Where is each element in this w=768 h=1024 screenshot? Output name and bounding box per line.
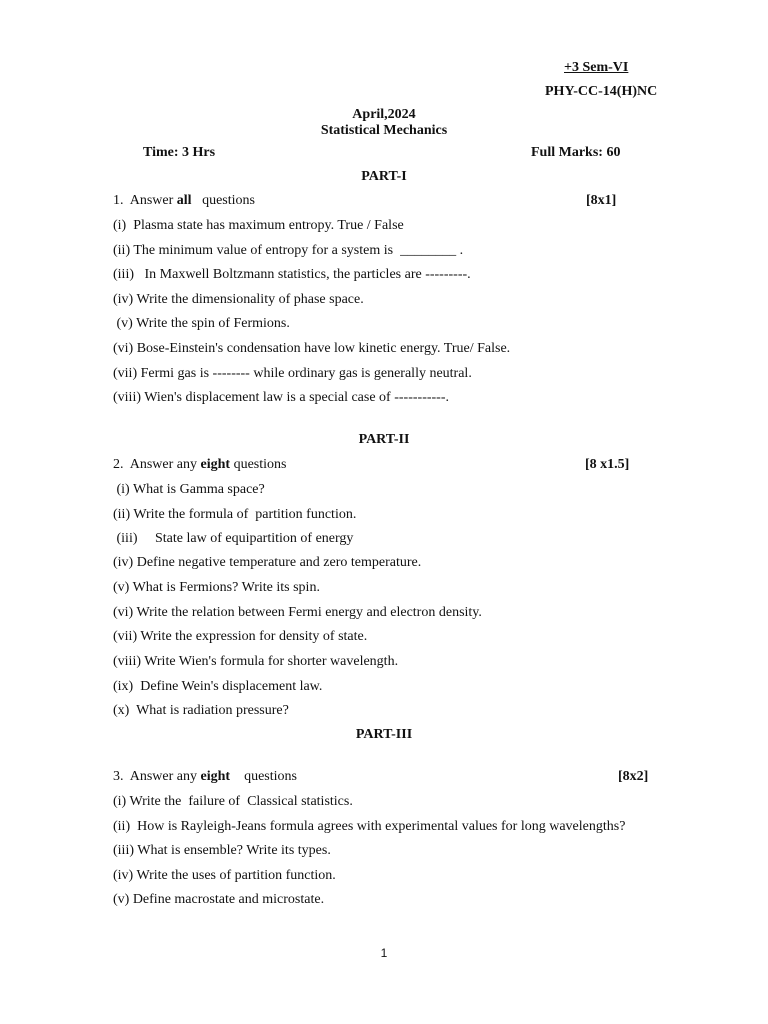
part3-title: PART-III (355, 727, 413, 742)
part2-question: (i) What is Gamma space? (113, 482, 265, 497)
part2-question: (x) What is radiation pressure? (113, 703, 289, 718)
part2-question: (iv) Define negative temperature and zero temperature. (113, 555, 422, 570)
part1-marks: [8x1] (586, 193, 617, 208)
part3-question: (ii) How is Rayleigh-Jeans formula agrees with experimental values for long wavelengths? (113, 819, 626, 834)
part1-title: PART-I (361, 169, 407, 184)
part2-instruction (113, 456, 286, 474)
part1-question: (iv) Write the dimensionality of phase space. (113, 292, 364, 307)
part3-question: (v) Define macrostate and microstate. (113, 892, 325, 907)
part1-instruction-bold: all (176, 193, 192, 208)
part1-instruction (113, 192, 255, 210)
part1-question: (iii) In Maxwell Boltzmann statistics, the particles are ---------. (113, 267, 471, 282)
part2-question: (iii) State law of equipartition of energy (113, 531, 354, 546)
part1-instruction-pre: 1. Answer (113, 193, 177, 208)
full-marks: Full Marks: 60 (531, 145, 621, 160)
part2-instruction-post: questions (230, 457, 287, 472)
part1-question: (viii) Wien's displacement law is a special case of -----------. (113, 390, 449, 405)
part2-question: (ii) Write the formula of partition function. (113, 507, 357, 522)
time-allowed: Time: 3 Hrs (143, 145, 216, 160)
part3-instruction-post: questions (230, 769, 297, 784)
part2-question: (vii) Write the expression for density of state. (113, 629, 368, 644)
part3-question: (i) Write the failure of Classical statistics. (113, 794, 353, 809)
part2-question: (v) What is Fermions? Write its spin. (113, 580, 320, 595)
part3-instruction-pre: 3. Answer any (113, 769, 201, 784)
part2-question: (viii) Write Wien's formula for shorter wavelength. (113, 654, 399, 669)
part1-instruction-post: questions (191, 193, 255, 208)
part2-marks: [8 x1.5] (585, 457, 630, 472)
part3-instruction-bold: eight (200, 769, 231, 784)
part3-marks: [8x2] (618, 769, 649, 784)
semester-label: +3 Sem-VI (564, 60, 629, 75)
part3-instruction (113, 768, 297, 786)
part2-title: PART-II (358, 432, 410, 447)
part2-instruction-pre: 2. Answer any (113, 457, 201, 472)
part1-question: (ii) The minimum value of entropy for a system is ________ . (113, 243, 464, 258)
part1-question: (i) Plasma state has maximum entropy. True / False (113, 218, 404, 233)
part1-question: (v) Write the spin of Fermions. (113, 316, 290, 331)
part3-question: (iv) Write the uses of partition function. (113, 868, 336, 883)
exam-date: April,2024 (352, 107, 416, 122)
part2-question: (ix) Define Wein's displacement law. (113, 679, 323, 694)
part2-instruction-bold: eight (200, 457, 231, 472)
part1-question: (vi) Bose-Einstein's condensation have low kinetic energy. True/ False. (113, 341, 511, 356)
part2-question: (vi) Write the relation between Fermi energy and electron density. (113, 605, 482, 620)
part3-question: (iii) What is ensemble? Write its types. (113, 843, 331, 858)
part1-question: (vii) Fermi gas is -------- while ordinary gas is generally neutral. (113, 366, 472, 381)
paper-code: PHY-CC-14(H)NC (545, 84, 658, 99)
page-number: 1 (380, 946, 388, 960)
subject-title: Statistical Mechanics (320, 123, 448, 138)
